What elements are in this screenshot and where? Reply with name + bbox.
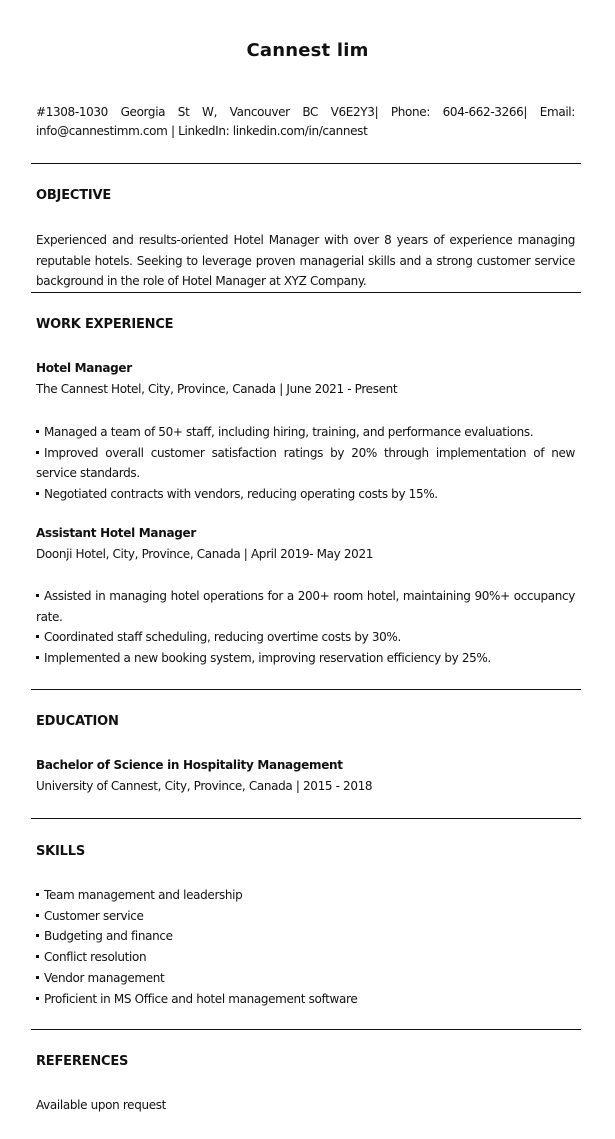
job-bullets (36, 586, 575, 669)
section-title-references: REFERENCES (36, 1054, 129, 1069)
resume-name: Cannest lim (246, 40, 369, 61)
section-title-skills: SKILLS (36, 844, 86, 859)
bullet-icon (36, 997, 39, 1000)
list-item: Negotiated contracts with vendors, reducing operating costs by 15%. (36, 484, 575, 505)
list-item: Proficient in MS Office and hotel management software (36, 989, 575, 1010)
job-meta: The Cannest Hotel, City, Province, Canada | June 2021 - Present (36, 382, 398, 396)
bullet-icon (36, 451, 39, 454)
list-item: Team management and leadership (36, 885, 575, 906)
divider (31, 689, 581, 690)
job-bullets (36, 422, 575, 505)
bullet-icon (36, 594, 39, 597)
bullet-icon (36, 934, 39, 937)
list-item: Implemented a new booking system, improving reservation efficiency by 25%. (36, 648, 575, 669)
bullet-icon (36, 430, 39, 433)
list-item: Managed a team of 50+ staff, including hiring, training, and performance evaluations. (36, 422, 575, 443)
section-title-education: EDUCATION (36, 714, 119, 729)
bullet-icon (36, 635, 39, 638)
job-title: Hotel Manager (36, 361, 132, 375)
divider (31, 1029, 581, 1030)
skills-list (36, 885, 575, 1009)
list-item: Budgeting and finance (36, 926, 575, 947)
list-item: Coordinated staff scheduling, reducing overtime costs by 30%. (36, 627, 575, 648)
school-meta: University of Cannest, City, Province, Canada | 2015 - 2018 (36, 779, 373, 793)
bullet-icon (36, 976, 39, 979)
bullet-icon (36, 492, 39, 495)
objective-text: Experienced and results-oriented Hotel Manager with over 8 years of experience managing reputable hotels. Seeking to leverage proven managerial skills and a strong customer service background in the role of Hotel Manager at XYZ Company. (36, 233, 575, 289)
list-item: Assisted in managing hotel operations for a 200+ room hotel, maintaining 90%+ occupancy rate. (36, 589, 575, 624)
references-text: Available upon request (36, 1098, 167, 1112)
bullet-icon (36, 914, 39, 917)
section-title-objective: OBJECTIVE (36, 188, 112, 203)
contact-line-email: info@cannestimm.com | LinkedIn: linkedin.com/in/cannest (36, 124, 368, 138)
bullet-icon (36, 893, 39, 896)
degree-title: Bachelor of Science in Hospitality Management (36, 758, 343, 772)
divider (31, 818, 581, 819)
list-item: Conflict resolution (36, 947, 575, 968)
list-item: Customer service (36, 906, 575, 927)
list-item: Improved overall customer satisfaction ratings by 20% through implementation of new service standards. (36, 445, 575, 481)
job-title: Assistant Hotel Manager (36, 526, 196, 540)
divider (31, 163, 581, 164)
job-meta: Doonji Hotel, City, Province, Canada | April 2019- May 2021 (36, 547, 374, 561)
section-title-work-experience: WORK EXPERIENCE (36, 317, 174, 332)
contact-line-address: #1308-1030 Georgia St W, Vancouver BC V6E2Y3| Phone: 604-662-3266| Email: (36, 105, 575, 119)
bullet-icon (36, 656, 39, 659)
bullet-icon (36, 955, 39, 958)
divider (31, 292, 581, 293)
list-item: Vendor management (36, 968, 575, 989)
